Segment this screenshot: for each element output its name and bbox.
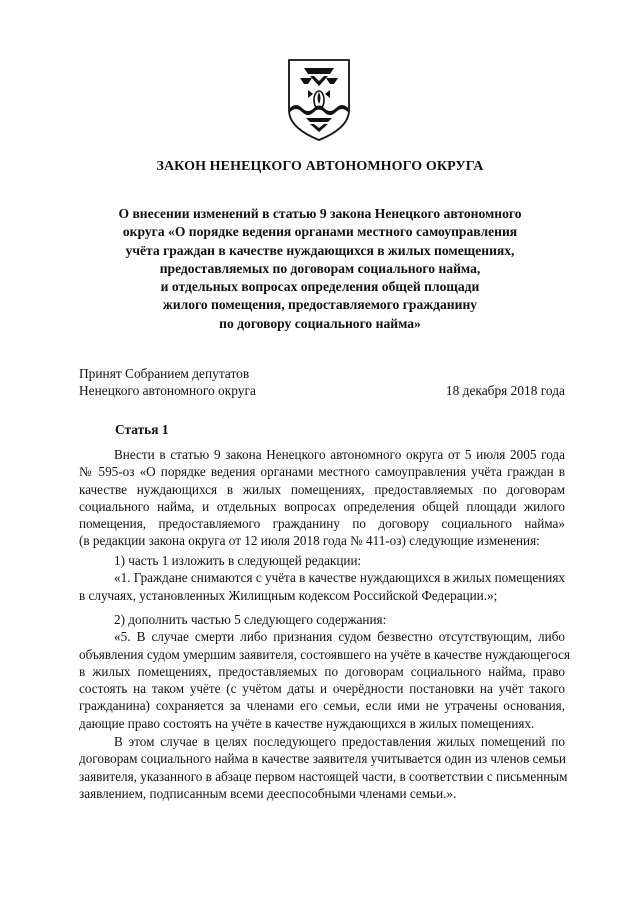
text-line: договорам социального найма в качестве заявителя учитывается один из членов семьи [79, 751, 566, 767]
text-line: в жилых помещениях, предоставляемых по договорам социального найма, право [79, 663, 565, 679]
subject-line: и отдельных вопросах определения общей площади [160, 279, 480, 295]
text-line: Внести в статью 9 закона Ненецкого автономного округа от 5 июля 2005 года [114, 447, 565, 462]
subject-line: округа «О порядке ведения органами местного самоуправления [122, 224, 518, 240]
adoption-date: 18 декабря 2018 года [445, 383, 565, 398]
subject-line: предоставляемых по договорам социального найма, [159, 260, 481, 276]
subject-line: учёта граждан в качестве нуждающихся в жилых помещениях, [125, 242, 515, 258]
text-line: гражданина) сохраняется за членами его семьи, если ими не утрачены основания, [79, 698, 565, 714]
law-subject [60, 205, 580, 333]
item-1-paragraph [79, 552, 565, 604]
text-line: 2) дополнить частью 5 следующего содержания: [114, 612, 387, 627]
adoption-block [79, 365, 565, 399]
text-line: помещения, предоставляемого гражданину по договору социального найма» [79, 516, 565, 532]
text-line: 1) часть 1 изложить в следующей редакции: [114, 553, 362, 568]
text-line: в случаях, установленных Жилищным кодексом Российской Федерации.»; [79, 587, 498, 603]
text-line: качестве нуждающихся в жилых помещениях, предоставляемых по договорам [79, 481, 565, 497]
text-line: социального найма, и отдельных вопросах определения общей площади жилого [79, 498, 565, 514]
subject-line: жилого помещения, предоставляемого гражданину [162, 297, 478, 313]
subject-line: О внесении изменений в статью 9 закона Ненецкого автономного [118, 206, 522, 221]
text-line: состоять на таком учёте (с учётом даты и очерёдности постановки на учёт такого [79, 681, 565, 697]
text-line: заявителя, указанного в абзаце первом настоящей части, в соответствии с письменным [79, 768, 568, 784]
subject-line: по договору социального найма» [219, 315, 421, 331]
law-title: ЗАКОН НЕНЕЦКОГО АВТОНОМНОГО ОКРУГА [156, 159, 484, 174]
adopted-by-line: Принят Собранием депутатов [79, 366, 250, 381]
text-line: В этом случае в целях последующего предоставления жилых помещений по [114, 734, 565, 749]
text-line: «5. В случае смерти либо признания судом безвестно отсутствующим, либо [114, 629, 565, 645]
text-line: заявлением, подписанным всеми дееспособными членами семьи.». [79, 785, 457, 801]
text-line: объявления судом умершим заявителя, состоявшего на учёте в качестве нуждающегося [79, 646, 571, 662]
text-line: «1. Граждане снимаются с учёта в качестве нуждающихся в жилых помещениях [114, 570, 565, 586]
text-line: № 595-оз «О порядке ведения органами местного самоуправления учёта граждан в [79, 464, 565, 480]
coat-of-arms-emblem [286, 58, 352, 142]
item-2-paragraph [79, 611, 571, 732]
text-line: (в редакции закона округа от 12 июля 2018 года № 411-оз) следующие изменения: [79, 533, 540, 549]
adopted-by-line: Ненецкого автономного округа [79, 383, 256, 398]
intro-paragraph [79, 446, 565, 550]
article-heading: Статья 1 [115, 422, 169, 437]
text-line: дающие право состоять на учёте в качестве нуждающихся в жилых помещениях. [79, 715, 535, 731]
final-paragraph [79, 733, 568, 802]
